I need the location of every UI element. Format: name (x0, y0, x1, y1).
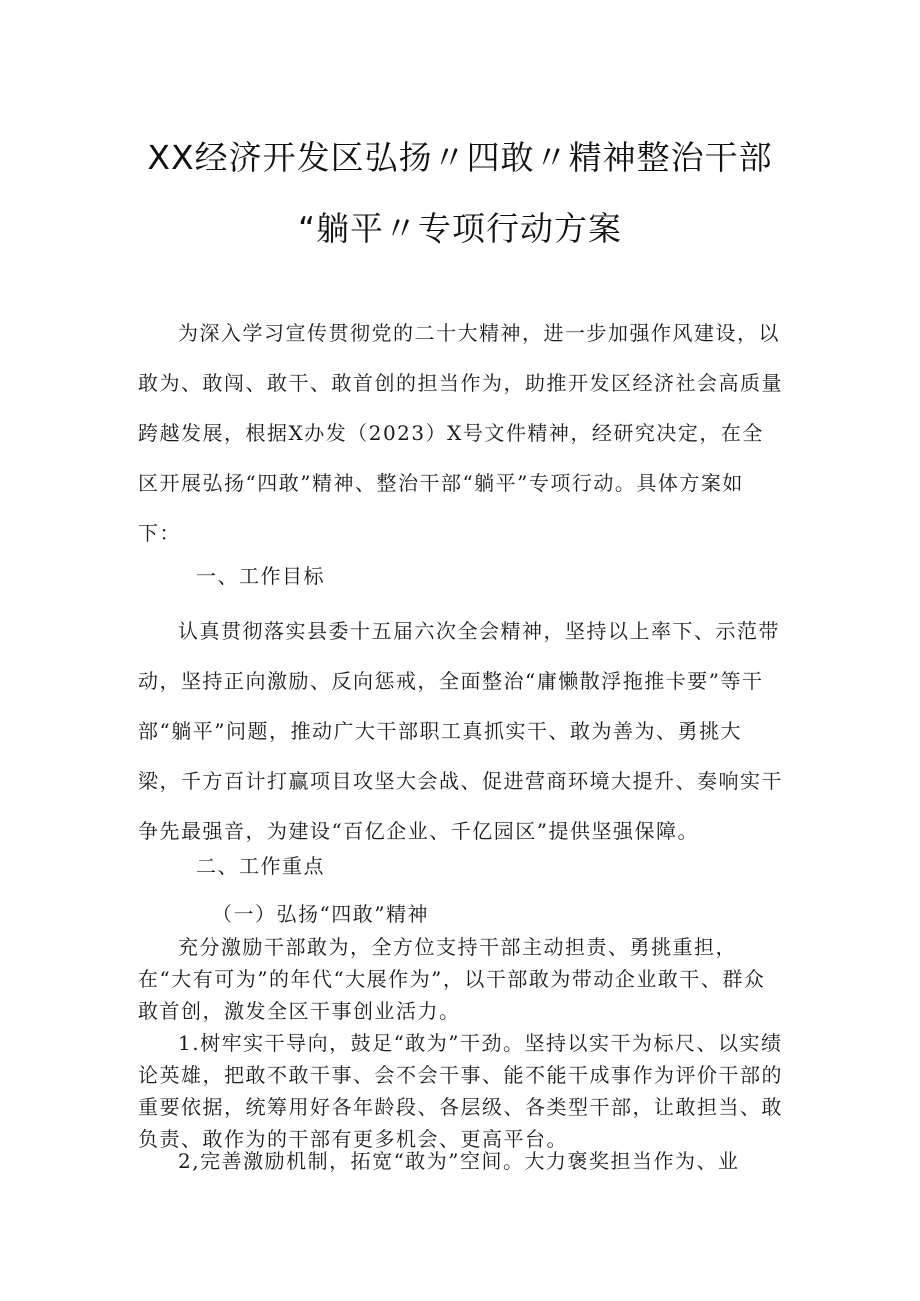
section-2-heading: 二、工作重点 (196, 854, 325, 878)
document-title-line-2: “躺平〃专项行动方案 (297, 209, 623, 248)
item-2-paragraph: 2,完善激励机制，拓宽“敢为”空间。大力褒奖担当作为、业 (178, 1149, 740, 1173)
subsection-1-paragraph: 充分激励干部敢为，全方位支持干部主动担责、勇挑重担，在“大有可为”的年代“大展作为”，以干部敢为带动企业敢干、群众敢首创，激发全区干事创业活力。 (138, 935, 766, 1023)
subsection-1-heading: （一）弘扬“四敢”精神 (212, 902, 429, 926)
intro-paragraph: 为深入学习宣传贯彻党的二十大精神，进一步加强作风建设，以敢为、敢闯、敢干、敢首创的担当作为，助推开发区经济社会高质量跨越发展，根据X办发（2023）X号文件精神，经研究决定，在全区开展弘扬“四敢”精神、整治干部“躺平”专项行动。具体方案如下： (138, 321, 783, 545)
document-title-line-1: XX经济开发区弘扬〃四敢〃精神整治干部 (147, 138, 773, 177)
item-1-paragraph: 1.树牢实干导向，鼓足“敢为”干劲。坚持以实干为标尺、以实绩论英雄，把敢不敢干事、会不会干事、能不能干成事作为评价干部的重要依据，统筹用好各年龄段、各层级、各类型干部，让敢担当、敢负责、敢作为的干部有更多机会、更高平台。 (138, 1031, 783, 1151)
section-1-heading: 一、工作目标 (196, 564, 325, 588)
section-1-paragraph: 认真贯彻落实县委十五届六次全会精神，坚持以上率下、示范带动，坚持正向激励、反向惩戒，全面整治“庸懒散浮拖推卡要”等干部“躺平”问题，推动广大干部职工真抓实干、敢为善为、勇挑大梁，千方百计打赢项目攻坚大会战、促进营商环境大提升、奏响实干争先最强音，为建设“百亿企业、千亿园区”提供坚强保障。 (138, 619, 783, 843)
